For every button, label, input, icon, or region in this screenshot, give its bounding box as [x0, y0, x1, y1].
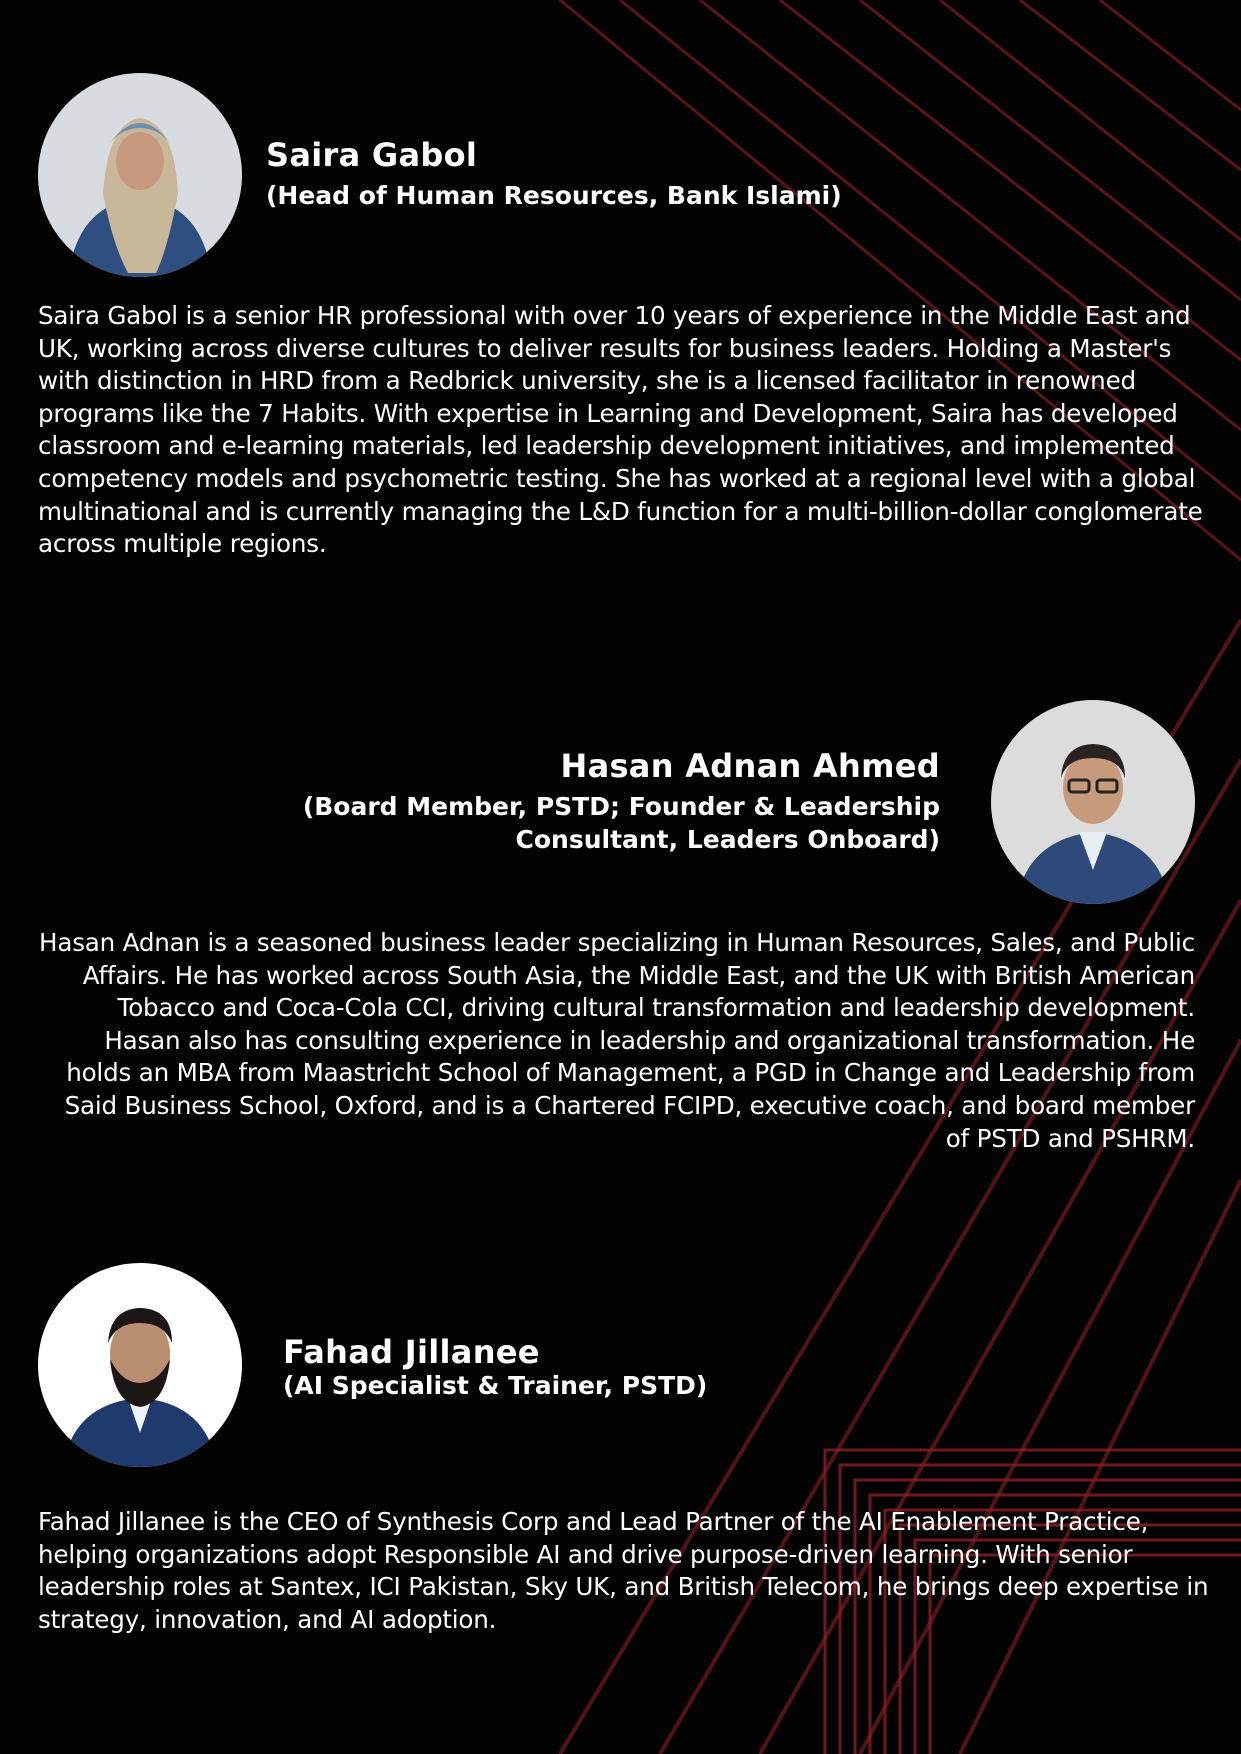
profile-bio: Fahad Jillanee is the CEO of Synthesis Corp and Lead Partner of the AI Enablement Practice, helping organizations adopt Responsible AI and drive purpose-driven learning. With senior leadership roles at Santex, ICI Pakistan, Sky UK, and British Telecom, he brings deep expertise in strategy, innovation, and AI adoption.	[38, 1507, 1209, 1634]
profile-name: Saira Gabol	[266, 136, 478, 174]
profile-bio: Saira Gabol is a senior HR professional with over 10 years of experience in the Middle East and UK, working across diverse cultures to deliver results for business leaders. Holding a Master's with distinction in HRD from a Redbrick university, she is a licensed facilitator in renowned programs like the 7 Habits. With expertise in Learning and Development, Saira has developed classroom and e-learning materials, led leadership development initiatives, and implemented competency models and psychometric testing. She has worked at a regional level with a global multinational and is currently managing the L&D function for a multi-billion-dollar conglomerate across multiple regions.	[38, 301, 1203, 559]
profile-name: Hasan Adnan Ahmed	[560, 747, 940, 785]
profile-role: (AI Specialist & Trainer, PSTD)	[283, 1371, 708, 1400]
avatar-hasan-adnan-ahmed	[991, 700, 1195, 904]
profile-name: Fahad Jillanee	[283, 1333, 540, 1371]
avatar-saira-gabol	[38, 73, 242, 277]
avatar-fahad-jillanee	[38, 1263, 242, 1467]
profile-role: (Board Member, PSTD; Founder & Leadership Consultant, Leaders Onboard)	[302, 792, 940, 854]
profile-role: (Head of Human Resources, Bank Islami)	[266, 181, 842, 210]
profile-bio: Hasan Adnan is a seasoned business leader specializing in Human Resources, Sales, and Public Affairs. He has worked across South Asia, the Middle East, and the UK with British American Tobacco and Coca-Cola CCI, driving cultural transformation and leadership development. Hasan also has consulting experience in leadership and organizational transformation. He holds an MBA from Maastricht School of Management, a PGD in Change and Leadership from Said Business School, Oxford, and is a Chartered FCIPD, executive coach, and board member of PSTD and PSHRM.	[39, 928, 1195, 1153]
